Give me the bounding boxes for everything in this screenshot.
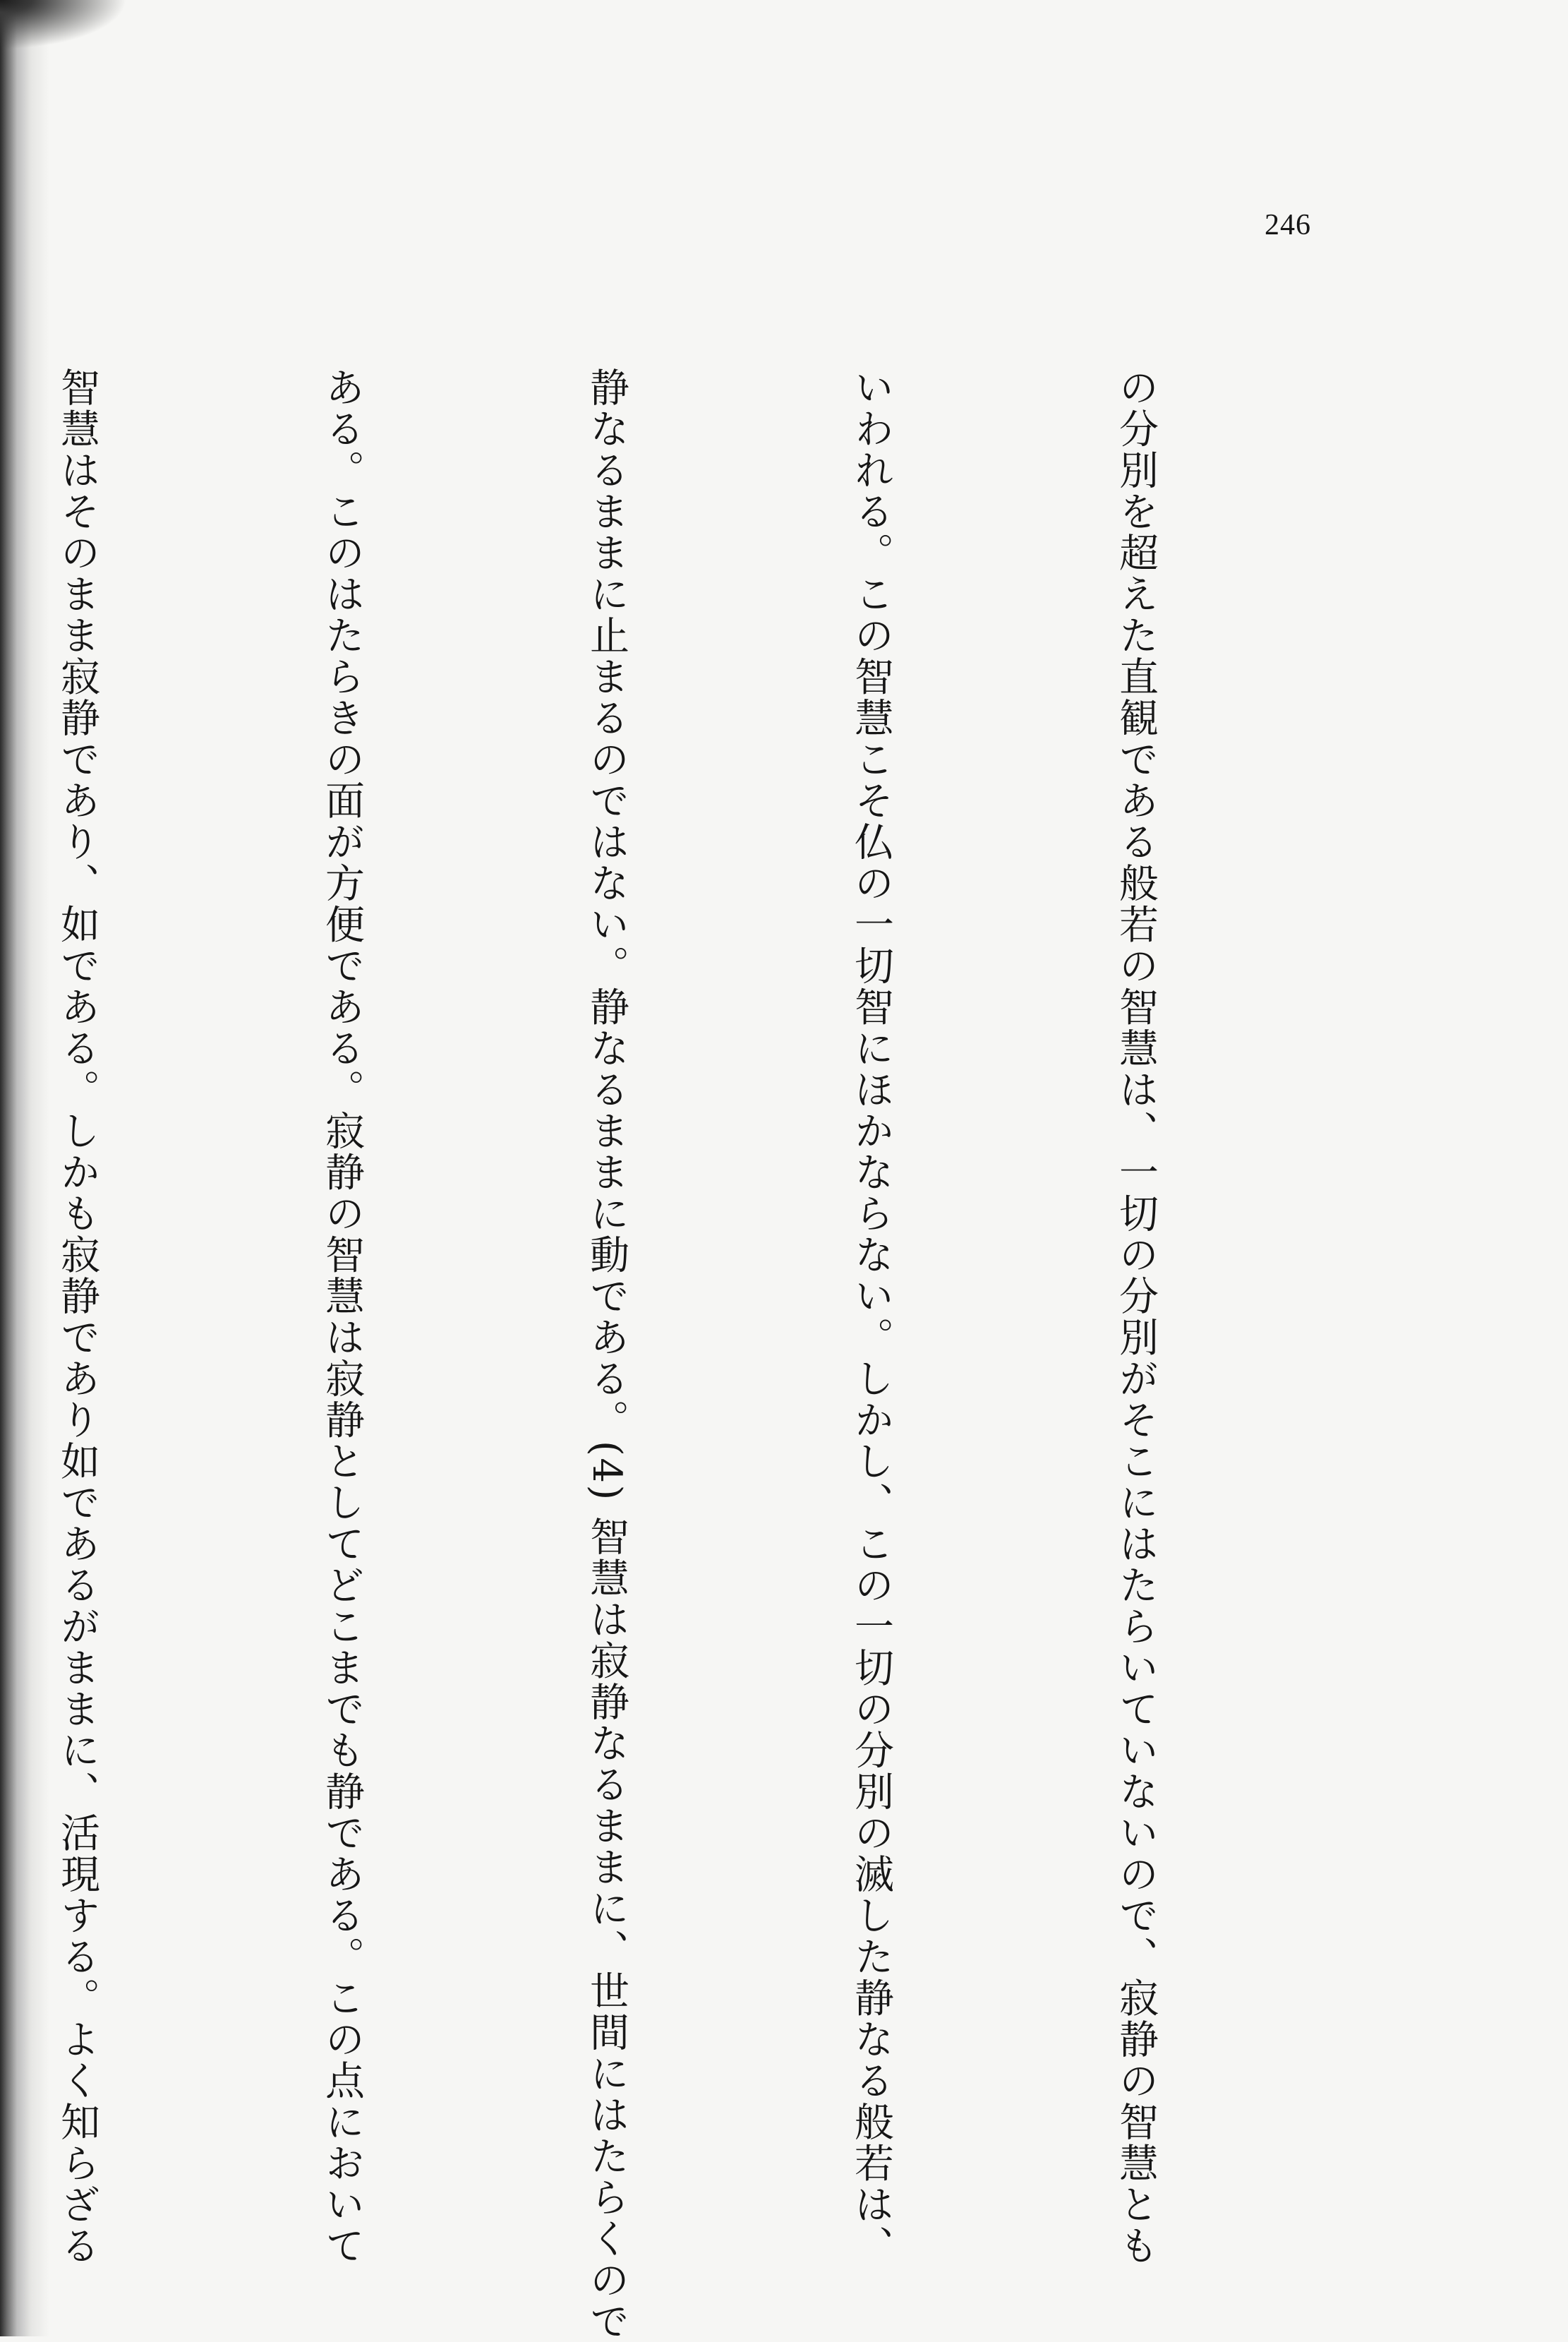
- scan-corner-shadow: [0, 0, 127, 49]
- text-line: 智慧はそのまま寂静であり、如である。しかも寂静であり如であるがままに、活現する。よく知らざる: [54, 367, 100, 2266]
- page-number: 246: [1265, 209, 1311, 241]
- text-line: 静なるままに止まるのではない。静なるままに動である。(4) 智慧は寂静なるままに、世間にはたらくので: [584, 367, 629, 2342]
- body-text: [54, 367, 1356, 2342]
- text-line: ある。このはたらきの面が方便である。寂静の智慧は寂静としてどこまでも静である。この点において: [319, 367, 365, 2266]
- text-line: の分別を超えた直観である般若の智慧は、一切の分別がそこにはたらいていないので、寂静の智慧とも: [1113, 367, 1159, 2266]
- text-line: いわれる。この智慧こそ仏の一切智にほかならない。しかし、この一切の分別の滅した静なる般若は、: [848, 367, 894, 2266]
